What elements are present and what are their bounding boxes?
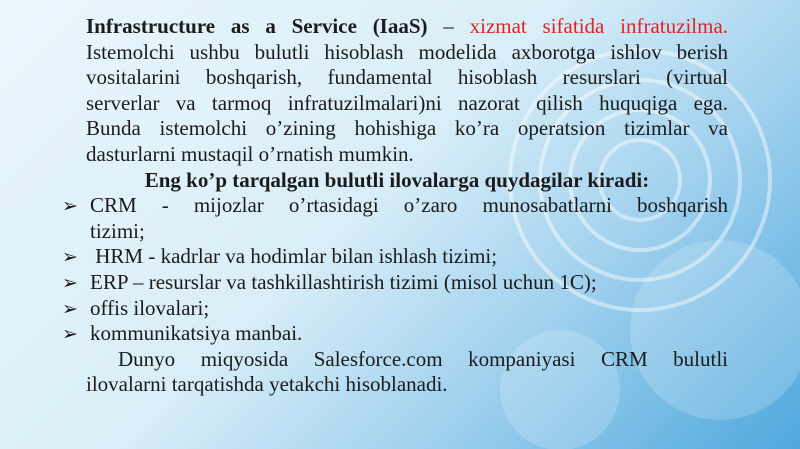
list-item	[62, 193, 728, 244]
list-item	[62, 321, 728, 347]
section-heading: Eng ko’p tarqalgan bulutli ilovalarga quydagilar kiradi:	[144, 167, 650, 192]
list-item-line: offis ilovalari;	[90, 295, 210, 320]
intro-line: Bunda istemolchi o’zining hohishiga ko’ra operatsion tizimlar va	[86, 116, 728, 141]
arrow-bullet-icon: ➢	[62, 297, 78, 320]
intro-dash: –	[443, 14, 454, 38]
arrow-bullet-icon: ➢	[62, 271, 78, 294]
intro-line: Istemolchi ushbu bulutli hisoblash modelida axborotga ishlov berish	[86, 39, 728, 64]
arrow-bullet-icon: ➢	[62, 246, 78, 269]
list-item	[62, 244, 728, 270]
list-item-line: HRM - kadrlar va hodimlar bilan ishlash tizimi;	[90, 244, 498, 269]
list-item	[62, 296, 728, 322]
list-item	[62, 270, 728, 296]
arrow-bullet-icon: ➢	[62, 323, 78, 346]
closing-line: Dunyo miqyosida Salesforce.com kompaniyasi CRM bulutli	[118, 346, 728, 371]
intro-line: dasturlarni mustaqil o’rnatish mumkin.	[86, 141, 414, 166]
cloud-apps-list	[62, 193, 728, 347]
intro-first-line	[86, 14, 728, 40]
list-item-line: kommunikatsiya manbai.	[90, 321, 303, 346]
intro-line: vositalarini boshqarish, fundamental hisoblash resurslari (virtual	[86, 65, 728, 90]
slide-content	[62, 14, 729, 398]
intro-line: serverlar va tarmoq infratuzilmalari)ni nazorat qilish huquqiga ega.	[86, 90, 728, 115]
iaas-highlight: xizmat sifatida infratuzilma.	[469, 14, 729, 38]
list-item-line: ERP – resurslar va tashkillashtirish tizimi (misol uchun 1C);	[90, 269, 597, 294]
list-item-line: CRM - mijozlar o’rtasidagi o’zaro munosabatlarni boshqarish	[90, 193, 728, 218]
list-item-line: tizimi;	[90, 218, 145, 243]
closing-line: ilovalarni tarqatishda yetakchi hisoblanadi.	[86, 372, 448, 397]
arrow-bullet-icon: ➢	[62, 195, 78, 218]
iaas-term: Infrastructure as a Service (IaaS)	[86, 14, 428, 38]
